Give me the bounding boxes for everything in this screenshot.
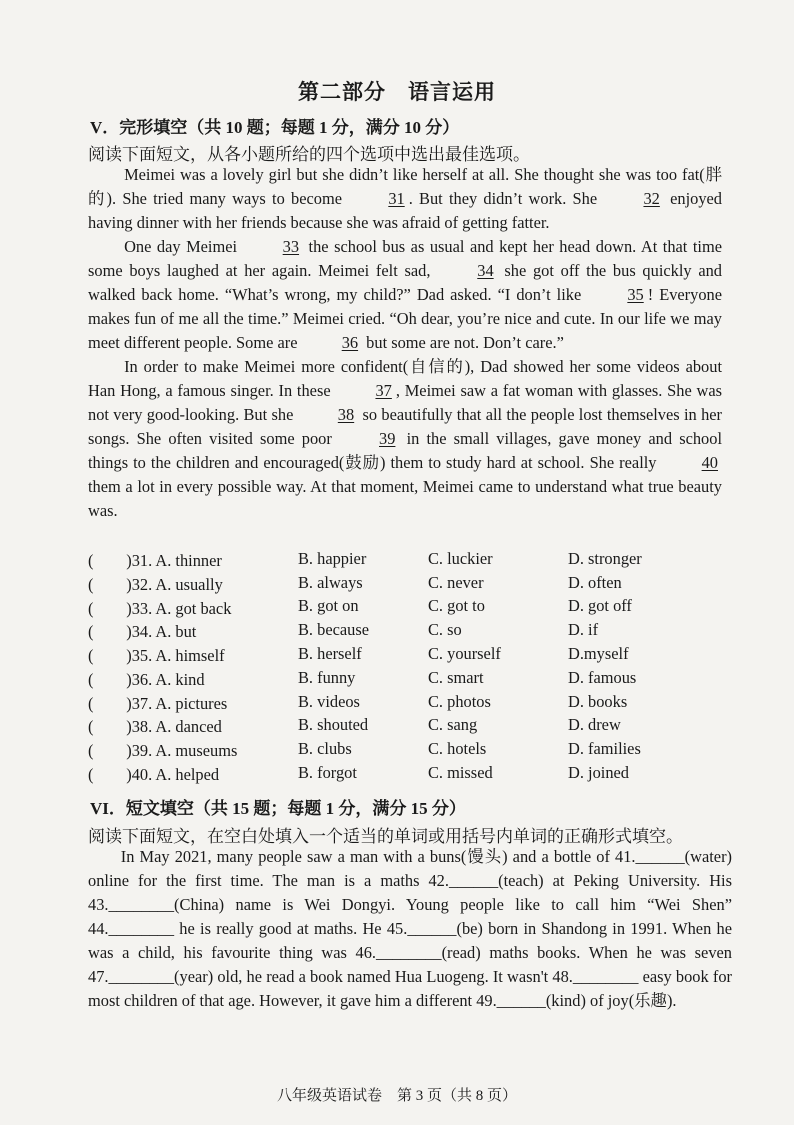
option-row-38 [88,714,728,738]
section-6-heading: VI．短文填空（共 15 题；每题 1 分，满分 15 分） [90,799,466,818]
option-row-37 [88,690,728,714]
text-run: so beautifully that all the people lost themselves in her songs. She often visited some poor [88,405,723,448]
blank-33: 33 [282,237,300,256]
text-run: but some are not. Don’t care.” [362,333,564,352]
option-c[interactable]: C. photos [428,691,491,711]
blank-36: 36 [341,333,359,352]
text-run: them a lot in every possible way. At that moment, Meimei came to understand what true beauty was. [88,477,722,520]
text-run: enjoyed having dinner with her friends because she was afraid of getting fatter. [88,189,722,232]
passage-paragraph-3 [88,355,722,523]
text-run: the school bus as usual and kept her head down. At that time some boys laughed at her again. Meimei felt sad, [88,237,723,280]
option-row-39 [88,737,728,761]
option-a[interactable]: ( )37. A. pictures [88,693,228,713]
option-b[interactable]: B. herself [298,644,362,664]
section-5-heading: V．完形填空（共 10 题；每题 1 分，满分 10 分） [90,118,460,137]
option-b[interactable]: B. happier [298,548,367,568]
text-run: One day Meimei [124,237,243,256]
text-run: . But they didn’t work. She [408,189,604,208]
option-b[interactable]: B. funny [298,667,356,687]
option-b[interactable]: B. because [298,620,369,640]
option-b[interactable]: B. videos [298,691,360,711]
text-run: In order to make Meimei more confident(自信的), Dad showed her some videos about Han Hong, a famous singer. In these [88,357,722,400]
blank-37: 37 [375,381,392,400]
option-row-34 [88,618,728,642]
option-a[interactable]: ( )33. A. got back [88,598,232,618]
option-c[interactable]: C. missed [428,763,493,783]
option-c[interactable]: C. hotels [428,739,487,759]
options-list [88,547,728,785]
option-b[interactable]: B. always [298,572,363,592]
blank-40: 40 [701,453,718,472]
fill-blank-text: In May 2021, many people saw a man with a buns(馒头) and a bottle of 41.______(water) online for the first time. The man is a maths 42.______(teach) at Peking University. His 43.________(China) name is Wei Dongyi. Young people like to call him “Wei Shen” 44.________ he is really good at maths. He 45.______(be) born in Shandong in 1991. When he was a child, his favourite thing was 46.________(read) maths books. When he was seven 47.________(year) old, he read a book named Hua Luogeng. It wasn't 48.________ easy book for most children of that age. However, it gave him a different 49.______(kind) of joy(乐趣). [88,847,732,1010]
option-c[interactable]: C. yourself [428,644,501,664]
option-b[interactable]: B. clubs [298,739,352,759]
option-d[interactable]: D.myself [568,644,629,664]
option-c[interactable]: C. got to [428,596,485,616]
option-a[interactable]: ( )38. A. danced [88,717,222,737]
option-row-32 [88,571,728,595]
option-d[interactable]: D. got off [568,596,632,616]
option-d[interactable]: D. if [568,620,599,640]
option-a[interactable]: ( )39. A. museums [88,741,238,761]
blank-32: 32 [643,189,660,208]
text-run: , Meimei saw a fat woman with glasses. She was not very good-looking. But she [88,381,722,424]
text-run: ! Everyone makes fun of me all the time.” Meimei cried. “Oh dear, you’re nice and cute. In our life we may meet different people. Some are [88,285,722,352]
option-c[interactable]: C. smart [428,667,484,687]
option-row-36 [88,666,728,690]
option-d[interactable]: D. often [568,572,622,592]
passage-paragraph-1 [88,163,722,235]
option-c[interactable]: C. never [428,572,484,592]
option-c[interactable]: C. luckier [428,548,493,568]
option-a[interactable]: ( )40. A. helped [88,765,220,785]
option-a[interactable]: ( )31. A. thinner [88,550,222,570]
blank-34: 34 [477,261,494,280]
option-d[interactable]: D. drew [568,715,621,735]
text-run: Meimei was a lovely girl but she didn’t like herself at all. She thought she was too fat(胖的). She tried many ways to become [88,165,722,208]
passage-paragraph-2 [88,235,722,355]
blank-38: 38 [337,405,355,424]
fill-blank-passage [88,845,732,1013]
option-row-40 [88,761,728,785]
option-b[interactable]: B. got on [298,596,359,616]
section-5-instruction: 阅读下面短文，从各小题所给的四个选项中选出最佳选项。 [88,145,530,164]
option-d[interactable]: D. stronger [568,548,642,568]
blank-39: 39 [379,429,396,448]
section-6-instruction: 阅读下面短文，在空白处填入一个适当的单词或用括号内单词的正确形式填空。 [88,827,683,846]
text-run: she got off the bus quickly and walked back home. “What’s wrong, my child?” Dad asked. “I don’t like [88,261,722,304]
page-footer: 八年级英语试卷 第 3 页（共 8 页） [276,1088,517,1104]
text-run: in the small villages, gave money and school things to the children and encouraged(鼓励) them to study hard at school. She really [88,429,722,472]
option-c[interactable]: C. so [428,620,462,640]
option-row-35 [88,642,728,666]
option-d[interactable]: D. families [568,739,641,759]
option-a[interactable]: ( )36. A. kind [88,669,205,689]
part-title: 第二部分 语言运用 [298,80,496,104]
option-a[interactable]: ( )34. A. but [88,622,197,642]
option-row-33 [88,595,728,619]
option-d[interactable]: D. joined [568,763,630,783]
option-c[interactable]: C. sang [428,715,478,735]
option-b[interactable]: B. shouted [298,715,369,735]
option-d[interactable]: D. famous [568,667,637,687]
cloze-passage [88,163,722,523]
option-b[interactable]: B. forgot [298,763,357,783]
option-row-31 [88,547,728,571]
option-a[interactable]: ( )32. A. usually [88,574,223,594]
blank-31: 31 [388,189,405,208]
blank-35: 35 [627,285,644,304]
option-a[interactable]: ( )35. A. himself [88,646,225,666]
option-d[interactable]: D. books [568,691,628,711]
